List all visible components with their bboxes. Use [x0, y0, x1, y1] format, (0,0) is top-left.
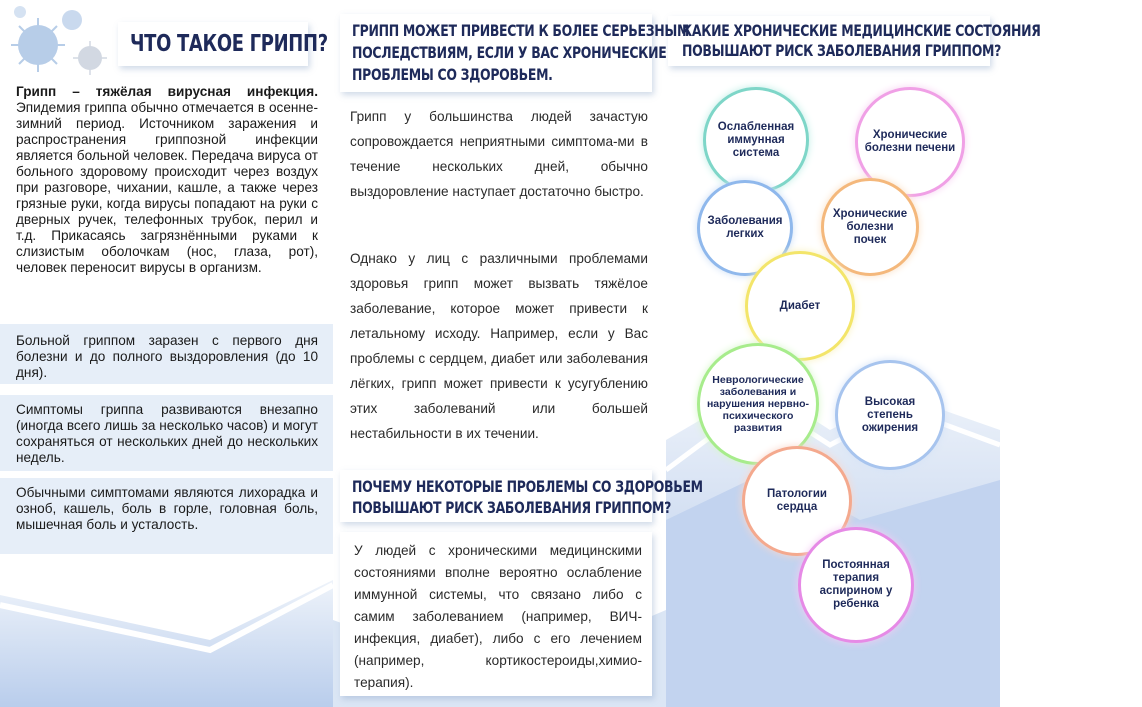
circle-kidneys: Хронические болезни почек: [821, 178, 919, 276]
col2-title-line: ПОСЛЕДСТВИЯМ, ЕСЛИ У ВАС ХРОНИЧЕСКИЕ: [352, 43, 667, 62]
col3-title-line: ПОВЫШАЮТ РИСК ЗАБОЛЕВАНИЯ ГРИППОМ?: [682, 41, 1002, 60]
circle-neuro: Неврологические заболевания и нарушения нервно-психического развития: [697, 343, 819, 465]
circle-weak-immunity: Ослабленная иммунная система: [703, 87, 809, 193]
col2-title2: [352, 476, 802, 518]
col3-title-line: КАКИЕ ХРОНИЧЕСКИЕ МЕДИЦИНСКИЕ СОСТОЯНИЯ: [682, 21, 1041, 40]
col1-intro: [16, 84, 318, 276]
circle-diabetes: Диабет: [745, 251, 855, 361]
col2-title-line: ПРОБЛЕМЫ СО ЗДОРОВЬЕМ.: [352, 65, 553, 84]
col2-para2: Однако у лиц с различными проблемами здоровья грипп может вызвать тяжёлое заболевание, которое может привести к летальному исходу. Например, если у Вас проблемы с сердцем, диабет или заболевания лёгких, грипп может привести к усугублению этих заболеваний или большей нестабильности в их течении.: [350, 251, 648, 441]
col1-para1: Больной гриппом заразен с первого дня болезни и до полного выздоровления (до 10 дня).: [16, 333, 318, 380]
col1-title: ЧТО ТАКОЕ ГРИПП?: [130, 31, 328, 57]
col2-para3: У людей с хроническими медицинскими состояниями вполне вероятно ослабление иммунной системы, что связано либо с самим заболеванием (например, ВИЧ-инфекция, диабет), либо с его лечением (например, кортикостероиды,химио-терапия).: [354, 543, 642, 690]
col1-para2: Симптомы гриппа развиваются внезапно (иногда всего лишь за несколько часов) и могут сохраняться от нескольких дней до нескольких недель.: [16, 402, 318, 465]
col1-intro-bold: Грипп – тяжёлая вирусная инфекция.: [16, 84, 318, 99]
circle-heart: Патологии сердца: [742, 446, 852, 556]
col2-para1: Грипп у большинства людей зачастую сопровождается неприятными симптома-ми в течение нескольких дней, обычно выздоровление наступает достаточно быстро.: [350, 109, 648, 199]
circle-liver: Хронические болезни печени: [855, 87, 965, 197]
circle-aspirin: Постоянная терапия аспирином у ребенка: [798, 527, 914, 643]
col2-title2-line: ПОЧЕМУ НЕКОТОРЫЕ ПРОБЛЕМЫ СО ЗДОРОВЬЕМ: [352, 477, 703, 496]
col3-title: [682, 21, 1142, 61]
col2-title-line: ГРИПП МОЖЕТ ПРИВЕСТИ К БОЛЕЕ СЕРЬЕЗНЫМ: [352, 21, 690, 40]
col1-intro-text: Эпидемия гриппа обычно отмечается в осенне-зимний период. Источником заражения и распространения гриппозной инфекции является больной человек. Передача вируса от больного здоровому происходит через воздух при разговоре, чихании, кашле, а также через грязные руки, когда вирусы попадают на руки с дверных ручек, телефонных трубок, перил и т.д. Прикасаясь загрязнёнными руками к слизистым оболочкам (нос, глаза, рот), человек переносит вирусы в организм.: [16, 100, 318, 275]
virus-icon: [11, 6, 107, 75]
circle-lungs: Заболевания легких: [697, 180, 793, 276]
circle-obesity: Высокая степень ожирения: [835, 360, 945, 470]
col1-para3: Обычными симптомами являются лихорадка и озноб, кашель, боль в горле, головная боль, мышечная боль и усталость.: [16, 485, 318, 532]
col2-title2-line: ПОВЫШАЮТ РИСК ЗАБОЛЕВАНИЯ ГРИППОМ?: [352, 498, 672, 517]
